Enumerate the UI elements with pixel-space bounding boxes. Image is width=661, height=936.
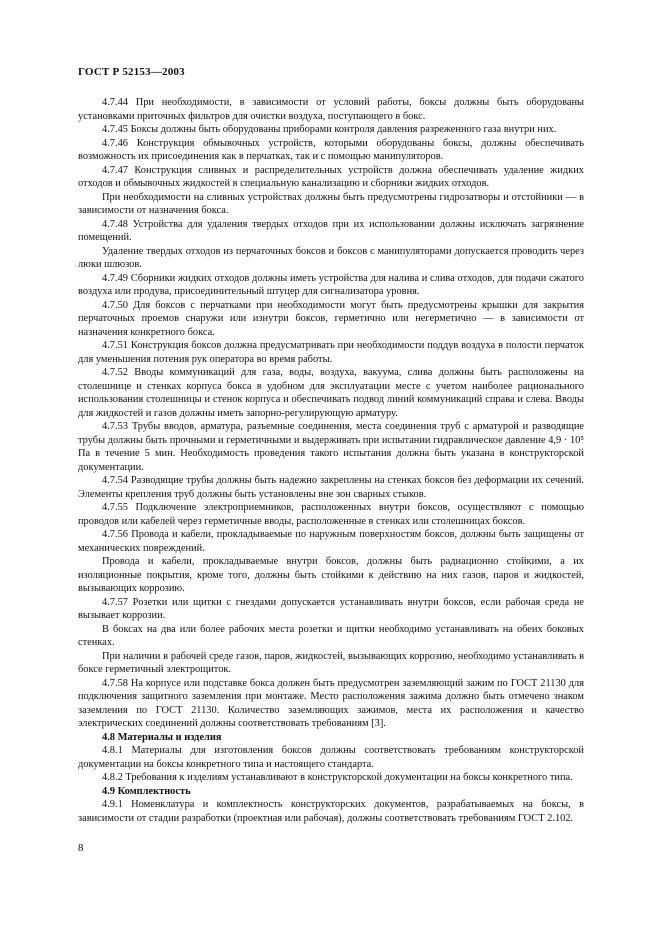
paragraph-4-7-58: 4.7.58 На корпусе или подставке бокса должен быть предусмотрен заземляющий зажим по ГОСТ 21130 для подключения защитного заземления при монтаже. Место расположения зажима должно быть отмечено знаком заземления по ГОСТ 21130. Количество заземляющих зажимов, места их расположения и качество электрических соединений должны соответствовать требованиям [3]. — [78, 677, 584, 729]
paragraph-4-9-1: 4.9.1 Номенклатура и комплектность конструкторских документов, разрабатываемых на боксы, в зависимости от стадии разработки (проектная или рабочая), должны соответствовать требованиям ГОСТ 2.102. — [78, 799, 584, 824]
paragraph-4-7-53: 4.7.53 Трубы вводов, арматура, разъемные соединения, места соединения труб с арматурой и разводящие трубы должны быть прочными и герметичными и выдерживать при испытании гидравлическое давление 4,9 · 10⁵ Па в течение 5 мин. Необходимость проведения такого испытания должна быть указана в конструкторской документации. — [78, 421, 584, 473]
paragraph-4-7-55: 4.7.55 Подключение электроприемников, расположенных внутри боксов, осуществляют с помощью проводов или кабелей через герметичные вводы, расположенные в стенках или столешницах боксов. — [78, 502, 584, 527]
section-heading-4-9: 4.9 Комплектность — [102, 785, 191, 797]
paragraph-4-7-46: 4.7.46 Конструкция обмывочных устройств, которыми оборудованы боксы, должны обеспечивать возможность их присоединения как в перчатках, так и с помощью манипуляторов. — [78, 137, 584, 162]
paragraph-4-7-44: 4.7.44 При необходимости, в зависимости от условий работы, боксы должны быть оборудованы установками приточных фильтров для очистки воздуха, поступающего в бокс. — [78, 97, 584, 122]
paragraph-4-7-50: 4.7.50 Для боксов с перчатками при необходимости могут быть предусмотрены крышки для закрытия перчаточных проемов снаружи или изнутри боксов, герметично или негерметично — в зависимости от назначения конкретного бокса. — [78, 299, 584, 338]
paragraph-4-7-56: 4.7.56 Провода и кабели, прокладываемые по наружным поверхностям боксов, должны быть защищены от механических повреждений. — [78, 529, 584, 554]
document-header: ГОСТ Р 52153—2003 — [78, 66, 185, 78]
page-body — [78, 96, 584, 825]
paragraph-4-7-48: 4.7.48 Устройства для удаления твердых отходов при их использовании должны исключать загрязнение помещений. — [78, 218, 584, 243]
paragraph-4-7-48-note: Удаление твердых отходов из перчаточных боксов и боксов с манипуляторами допускается проводить через люки шлюзов. — [78, 245, 584, 270]
paragraph-4-7-51: 4.7.51 Конструкция боксов должна предусматривать при необходимости поддув воздуха в полости перчаток для уменьшения потения рук оператора во время работы. — [78, 340, 584, 365]
section-heading-4-8: 4.8 Материалы и изделия — [102, 731, 222, 743]
paragraph-4-8-1: 4.8.1 Материалы для изготовления боксов должны соответствовать требованиям конструкторской документации на боксы конкретного типа и настоящего стандарта. — [78, 745, 584, 770]
page-number: 8 — [78, 842, 84, 854]
paragraph-4-7-57-note-1: В боксах на два или более рабочих места розетки и щитки необходимо устанавливать на обеих боковых стенках. — [78, 623, 584, 648]
paragraph-4-7-47: 4.7.47 Конструкция сливных и распределительных устройств должна обеспечивать удаление жидких отходов и обмывочных жидкостей в специальную канализацию и сборники жидких отходов. — [78, 164, 584, 189]
paragraph-4-7-52: 4.7.52 Вводы коммуникаций для газа, воды, воздуха, вакуума, слива должны быть расположены на столешнице и стенках корпуса бокса в удобном для эксплуатации месте с учетом наиболее рационального использования столешницы и стенок корпуса и обеспечивать подвод линий коммуникаций справа и слева. Вводы для жидкостей и газов должны иметь запорно-регулирующую арматуру. — [78, 367, 584, 419]
paragraph-4-7-56-note: Провода и кабели, прокладываемые внутри боксов, должны быть радиационно стойкими, а их изоляционные покрытия, кроме того, должны быть стойкими к действию на них газов, паров и жидкостей, вызывающих коррозию. — [78, 556, 584, 594]
paragraph-4-8-2: 4.8.2 Требования к изделиям устанавливают в конструкторской документации на боксы конкретного типа. — [102, 772, 573, 783]
paragraph-4-7-57: 4.7.57 Розетки или щитки с гнездами допускается устанавливать внутри боксов, если рабочая среда не вызывает коррозии. — [78, 596, 584, 621]
paragraph-4-7-54: 4.7.54 Разводящие трубы должны быть надежно закреплены на стенках боксов без деформации их сечений. Элементы крепления труб должны быть установлены вне зон сварных стыков. — [78, 475, 584, 500]
paragraph-4-7-45: 4.7.45 Боксы должны быть оборудованы приборами контроля давления разреженного газа внутри них. — [102, 124, 557, 135]
paragraph-4-7-57-note-2: При наличии в рабочей среде газов, паров, жидкостей, вызывающих коррозию, необходимо устанавливать в боксе герметичный электрощиток. — [78, 650, 584, 675]
paragraph-4-7-47-note: При необходимости на сливных устройствах должны быть предусмотрены гидрозатворы и отстойники — в зависимости от назначения бокса. — [78, 191, 584, 216]
paragraph-4-7-49: 4.7.49 Сборники жидких отходов должны иметь устройства для налива и слива отходов, для подачи сжатого воздуха или продува, присоединительный штуцер для сигнализатора уровня. — [78, 272, 584, 297]
